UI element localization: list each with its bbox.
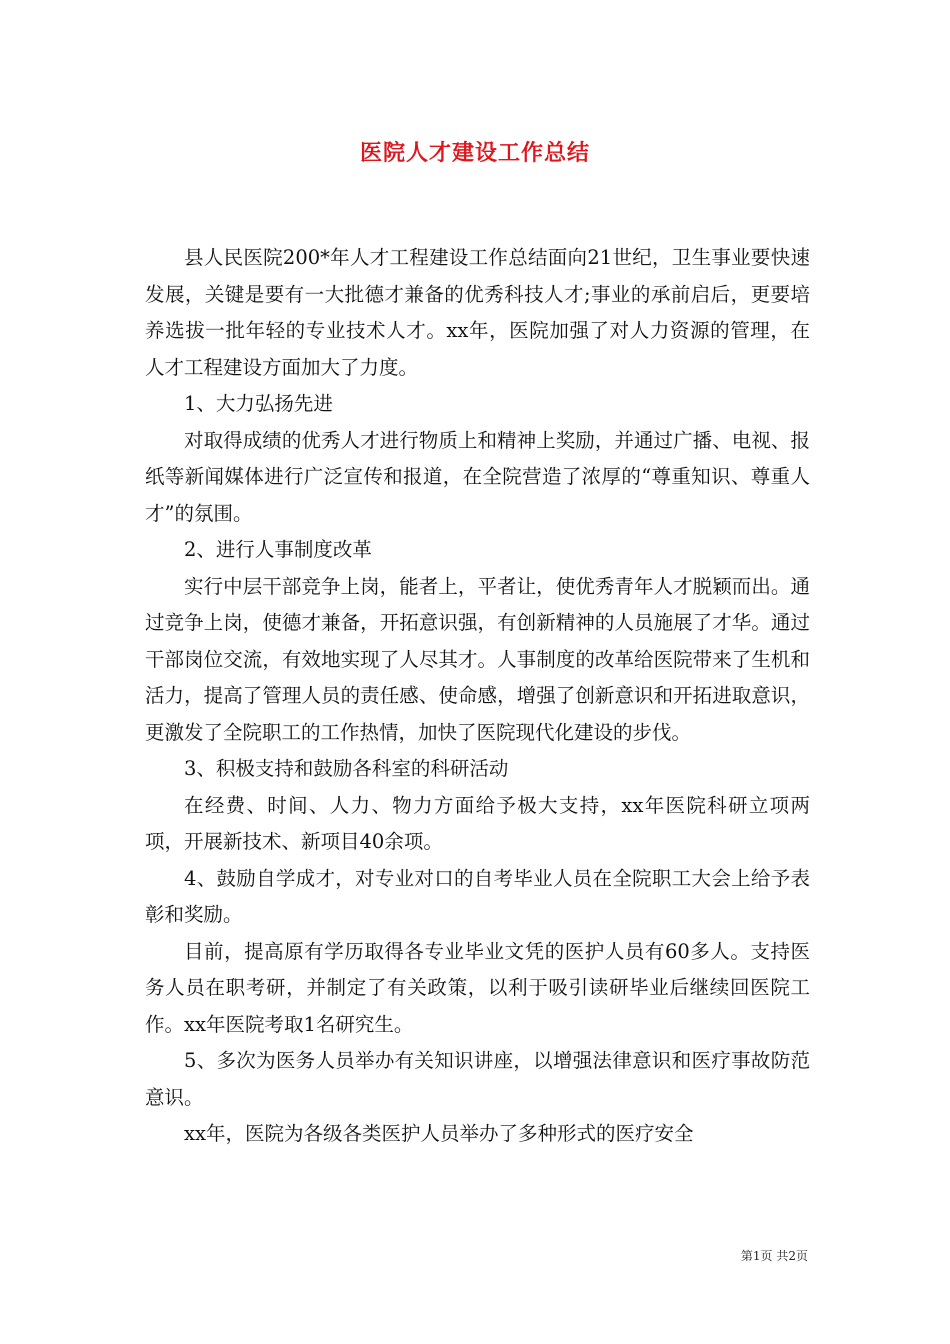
section-heading-2: 2、进行人事制度改革 [184, 538, 372, 561]
paragraph-6: 5、多次为医务人员举办有关知识讲座，以增强法律意识和医疗事故防范意识。 [145, 1049, 810, 1109]
paragraph-5: 目前，提高原有学历取得各专业毕业文凭的医护人员有60多人。支持医务人员在职考研，并制定了有关政策，以利于吸引读研毕业后继续回医院工作。xx年医院考取1名研究生。 [145, 939, 810, 1036]
page-footer: 第1页 共2页 [740, 1249, 808, 1263]
document-body [145, 240, 810, 1153]
paragraph-1: 对取得成绩的优秀人才进行物质上和精神上奖励，并通过广播、电视、报纸等新闻媒体进行广泛宣传和报道，在全院营造了浓厚的“尊重知识、尊重人才”的氛围。 [145, 428, 810, 525]
paragraph-4: 4、鼓励自学成才，对专业对口的自考毕业人员在全院职工大会上给予表彰和奖励。 [145, 866, 810, 926]
section-heading-3: 3、积极支持和鼓励各科室的科研活动 [184, 757, 509, 780]
paragraph-intro: 县人民医院200*年人才工程建设工作总结面向21世纪，卫生事业要快速发展，关键是要有一大批德才兼备的优秀科技人才;事业的承前启后，更要培养选拔一批年轻的专业技术人才。xx年，医院加强了对人力资源的管理，在人才工程建设方面加大了力度。 [145, 246, 810, 379]
section-heading-1: 1、大力弘扬先进 [184, 392, 333, 415]
paragraph-7: xx年，医院为各级各类医护人员举办了多种形式的医疗安全 [184, 1122, 694, 1145]
paragraph-3: 在经费、时间、人力、物力方面给予极大支持，xx年医院科研立项两项，开展新技术、新项目40余项。 [145, 793, 810, 853]
document-title: 医院人才建设工作总结 [359, 140, 590, 166]
paragraph-2: 实行中层干部竞争上岗，能者上，平者让，使优秀青年人才脱颖而出。通过竞争上岗，使德才兼备，开拓意识强，有创新精神的人员施展了才华。通过干部岗位交流，有效地实现了人尽其才。人事制度的改革给医院带来了生机和活力，提高了管理人员的责任感、使命感，增强了创新意识和开拓进取意识，更激发了全院职工的工作热情，加快了医院现代化建设的步伐。 [145, 574, 810, 744]
